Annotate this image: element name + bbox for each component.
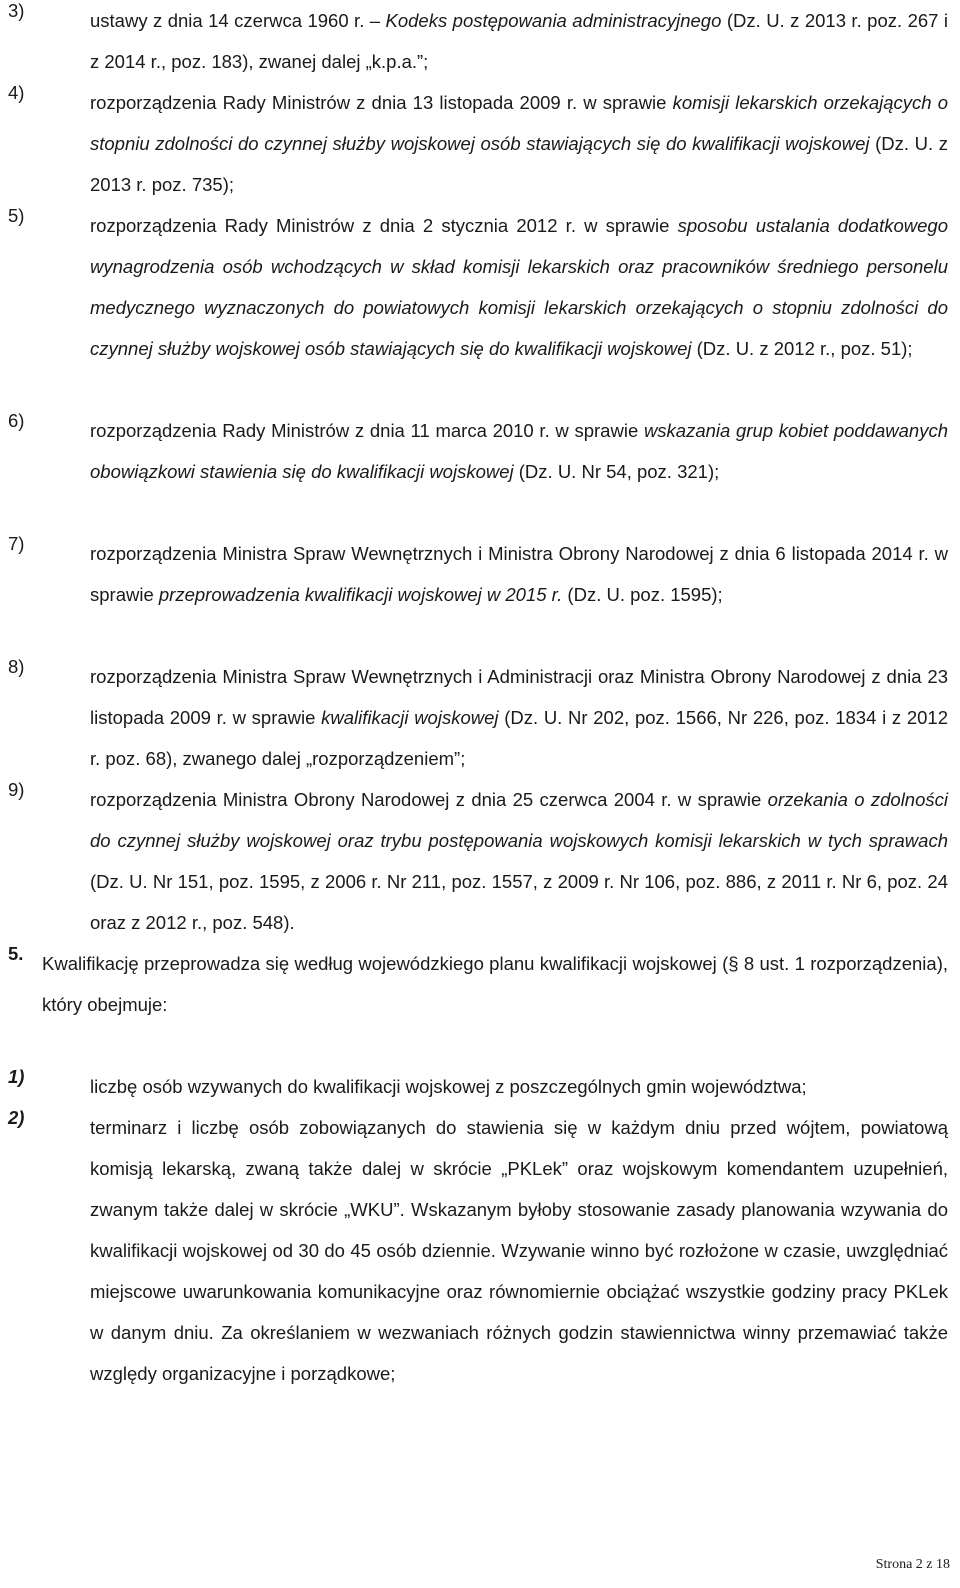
sub-list-number: 1) [8, 1066, 25, 1087]
section-text: Kwalifikację przeprowadza się według wojewódzkiego planu kwalifikacji wojskowej (§ 8 ust. 1 rozporządzenia), który obejmuje: [42, 953, 948, 1015]
list-number: 3) [8, 0, 25, 21]
list-text: rozporządzenia Rady Ministrów z dnia 2 stycznia 2012 r. w sprawie sposobu ustalania dodatkowego wynagrodzenia osób wchodzących w skład komisji lekarskich oraz pracowników średniego personelu medycznego wyznaczonych do powiatowych komisji lekarskich orzekających o stopniu zdolności do czynnej służby wojskowej osób stawiających się do kwalifikacji wojskowej (Dz. U. z 2012 r., poz. 51); [90, 215, 948, 359]
list-text: rozporządzenia Rady Ministrów z dnia 13 listopada 2009 r. w sprawie komisji lekarskich orzekających o stopniu zdolności do czynnej służby wojskowej osób stawiających się do kwalifikacji wojskowej (Dz. U. z 2013 r. poz. 735); [90, 92, 949, 195]
list-text: rozporządzenia Ministra Obrony Narodowej z dnia 25 czerwca 2004 r. w sprawie orzekania o zdolności do czynnej służby wojskowej oraz trybu postępowania wojskowych komisji lekarskich w tych sprawach (Dz. U. Nr 151, poz. 1595, z 2006 r. Nr 211, poz. 1557, z 2009 r. Nr 106, poz. 886, z 2011 r. Nr 6, poz. 24 oraz z 2012 r., poz. 548). [90, 789, 948, 933]
sub-list-number: 2) [8, 1107, 25, 1128]
list-text: rozporządzenia Ministra Spraw Wewnętrznych i Ministra Obrony Narodowej z dnia 6 listopada 2014 r. w sprawie przeprowadzenia kwalifikacji wojskowej w 2015 r. (Dz. U. poz. 1595); [90, 543, 948, 605]
list-number: 4) [8, 82, 25, 103]
sub-list-text: terminarz i liczbę osób zobowiązanych do stawienia się w każdym dniu przed wójtem, powiatową komisją lekarską, zwaną także dalej w skrócie „PKLek” oraz wojskowym komendantem uzupełnień, zwanym także dalej w skrócie „WKU”. Wskazanym byłoby stosowanie zasady planowania wzywania do kwalifikacji wojskowej od 30 do 45 osób dziennie. Wzywanie winno być rozłożone w czasie, uwzględniać miejscowe uwarunkowania komunikacyjne oraz równomiernie obciążać wszystkie godziny pracy PKLek w danym dniu. Za określaniem w wezwaniach różnych godzin stawiennictwa winny przemawiać także względy organizacyjne i porządkowe; [90, 1117, 948, 1384]
list-text: rozporządzenia Rady Ministrów z dnia 11 marca 2010 r. w sprawie wskazania grup kobiet poddawanych obowiązkowi stawienia się do kwalifikacji wojskowej (Dz. U. Nr 54, poz. 321); [90, 420, 948, 482]
section-number: 5. [8, 943, 24, 964]
list-text: rozporządzenia Ministra Spraw Wewnętrznych i Administracji oraz Ministra Obrony Narodowej z dnia 23 listopada 2009 r. w sprawie kwalifikacji wojskowej (Dz. U. Nr 202, poz. 1566, Nr 226, poz. 1834 i z 2012 r. poz. 68), zwanego dalej „rozporządzeniem”; [90, 666, 948, 769]
list-number: 9) [8, 779, 25, 800]
list-number: 6) [8, 410, 25, 431]
list-number: 8) [8, 656, 25, 677]
sub-list-text: liczbę osób wzywanych do kwalifikacji wojskowej z poszczególnych gmin województwa; [90, 1076, 807, 1097]
list-number: 7) [8, 533, 25, 554]
list-number: 5) [8, 205, 25, 226]
page-footer: Strona 2 z 18 [875, 1557, 950, 1572]
list-text: ustawy z dnia 14 czerwca 1960 r. – Kodeks postępowania administracyjnego (Dz. U. z 2013 r. poz. 267 i z 2014 r., poz. 183), zwanej dalej „k.p.a.”; [90, 10, 948, 72]
